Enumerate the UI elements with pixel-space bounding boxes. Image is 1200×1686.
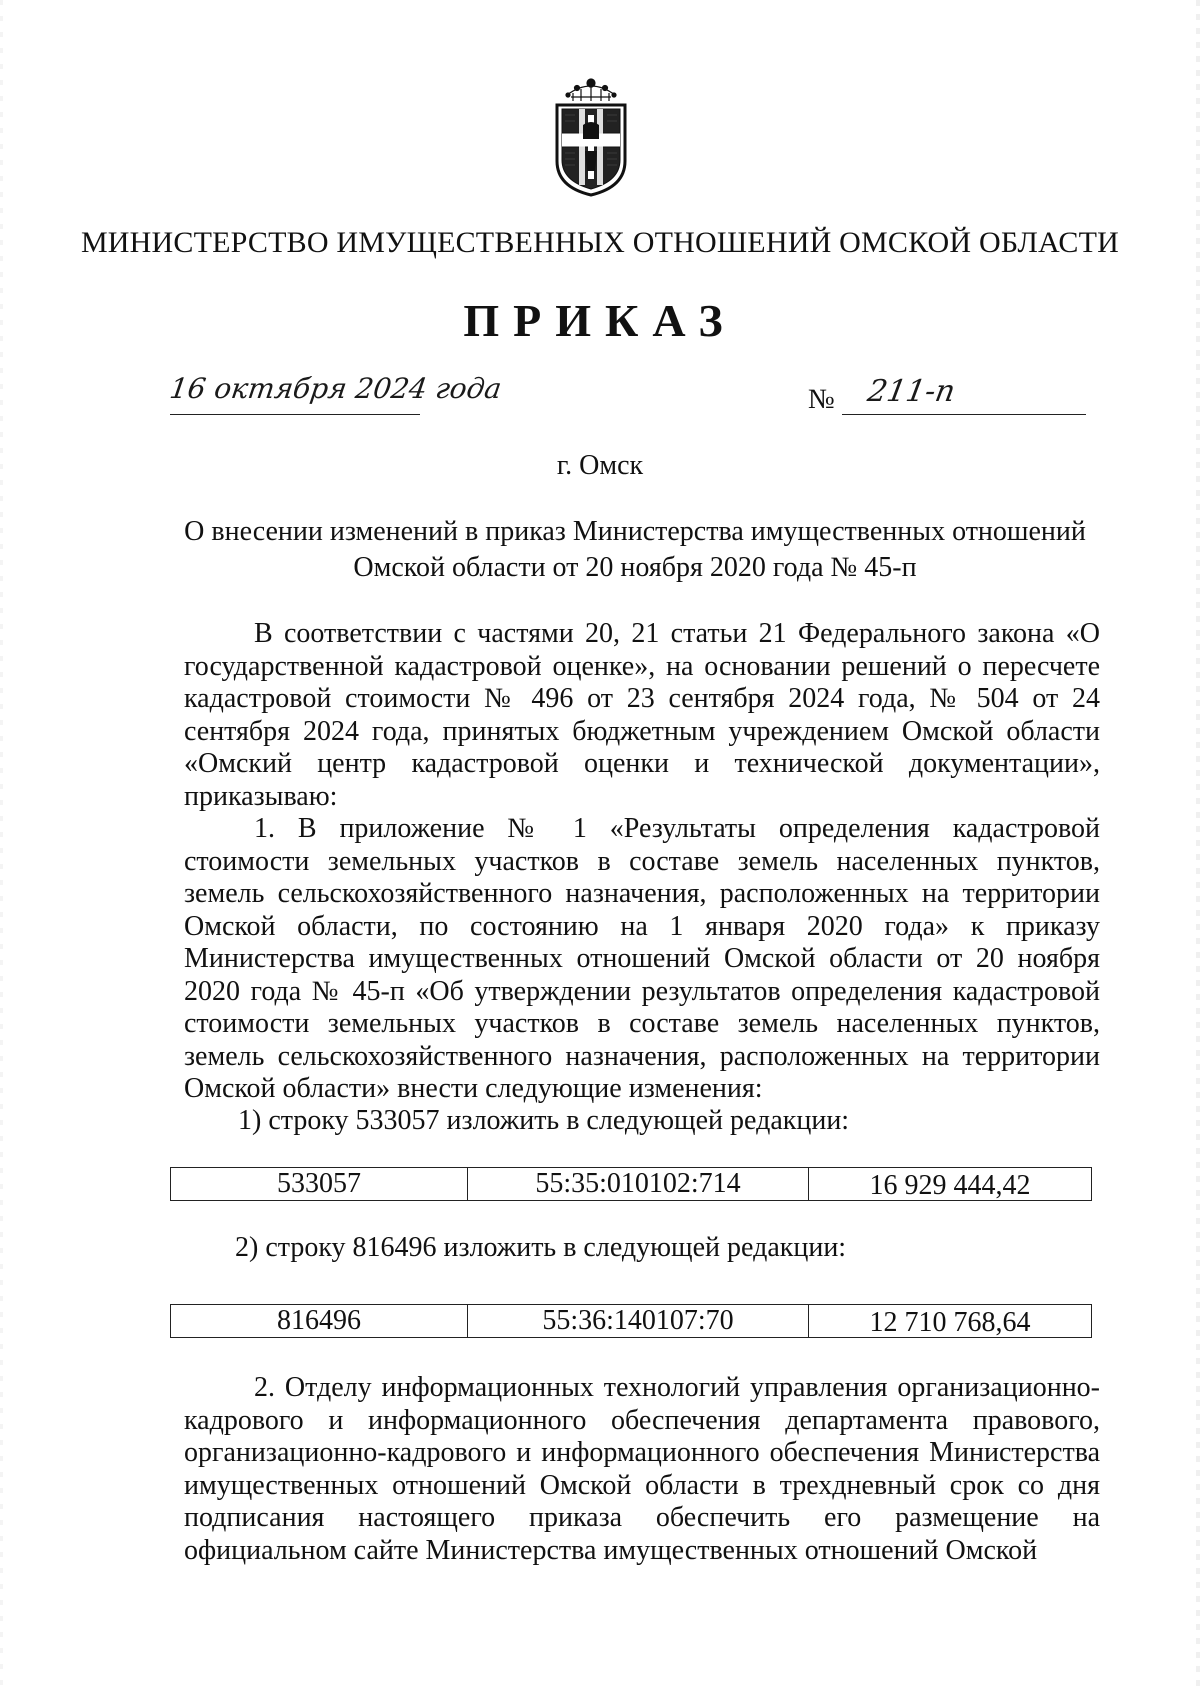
table-row-816496 [170,1304,1092,1338]
table-cell-cadastral-number: 55:36:140107:70 [468,1305,809,1337]
order-subject [150,514,1120,586]
paragraph-item-2: 2. Отделу информационных технологий управления организационно-кадрового и информационного обеспечения департамента правового, организационно-кадрового и информационного обеспечения Министерства имущественных отношений Омской области в трехдневный срок со дня подписания настоящего приказа обеспечить его размещение на официальном сайте Министерства имущественных отношений Омской [184,1372,1100,1566]
handwritten-order-number: 211-п [864,374,958,409]
order-title: ПРИКАЗ [463,295,737,346]
table-cell-cadastral-number: 55:35:010102:714 [468,1168,809,1200]
table-cell-row-number: 533057 [171,1168,468,1200]
subitem-2: 2) строку 816496 изложить в следующей редакции: [235,1232,847,1263]
table-row-533057 [170,1167,1092,1201]
table-cell-cadastral-value: 16 929 444,42 [869,1170,1031,1201]
subject-line-2: Омской области от 20 ноября 2020 года № 45-п [353,552,917,583]
subitem-1: 1) строку 533057 изложить в следующей редакции: [238,1105,850,1136]
subject-line-1: О внесении изменений в приказ Министерства имущественных отношений [184,516,1086,547]
coat-of-arms-icon [553,75,629,197]
city: г. Омск [556,450,644,481]
handwritten-date: 16 октября 2024 года [167,372,504,405]
ministry-name: МИНИСТЕРСТВО ИМУЩЕСТВЕННЫХ ОТНОШЕНИЙ ОМСКОЙ ОБЛАСТИ [80,226,1120,259]
order-number-label: № [808,384,835,415]
table-cell-cadastral-value: 12 710 768,64 [869,1307,1031,1338]
paragraph-item-1: 1. В приложение № 1 «Результаты определения кадастровой стоимости земельных участков в составе земель населенных пунктов, земель сельскохозяйственного назначения, расположенных на территории Омской области, по состоянию на 1 января 2020 года» к приказу Министерства имущественных отношений Омской области от 20 ноября 2020 года № 45-п «Об утверждении результатов определения кадастровой стоимости земельных участков в составе земель населенных пунктов, земель сельскохозяйственного назначения, расположенных на территории Омской области» внести следующие изменения: [184,813,1100,1104]
table-cell-row-number: 816496 [171,1305,468,1337]
paragraph-intro: В соответствии с частями 20, 21 статьи 21 Федерального закона «О государственной кадастровой оценке», на основании решений о пересчете кадастровой стоимости № 496 от 23 сентября 2024 года, № 504 от 24 сентября 2024 года, принятых бюджетным учреждением Омской области «Омский центр кадастровой оценки и технической документации», приказываю: [184,618,1100,812]
